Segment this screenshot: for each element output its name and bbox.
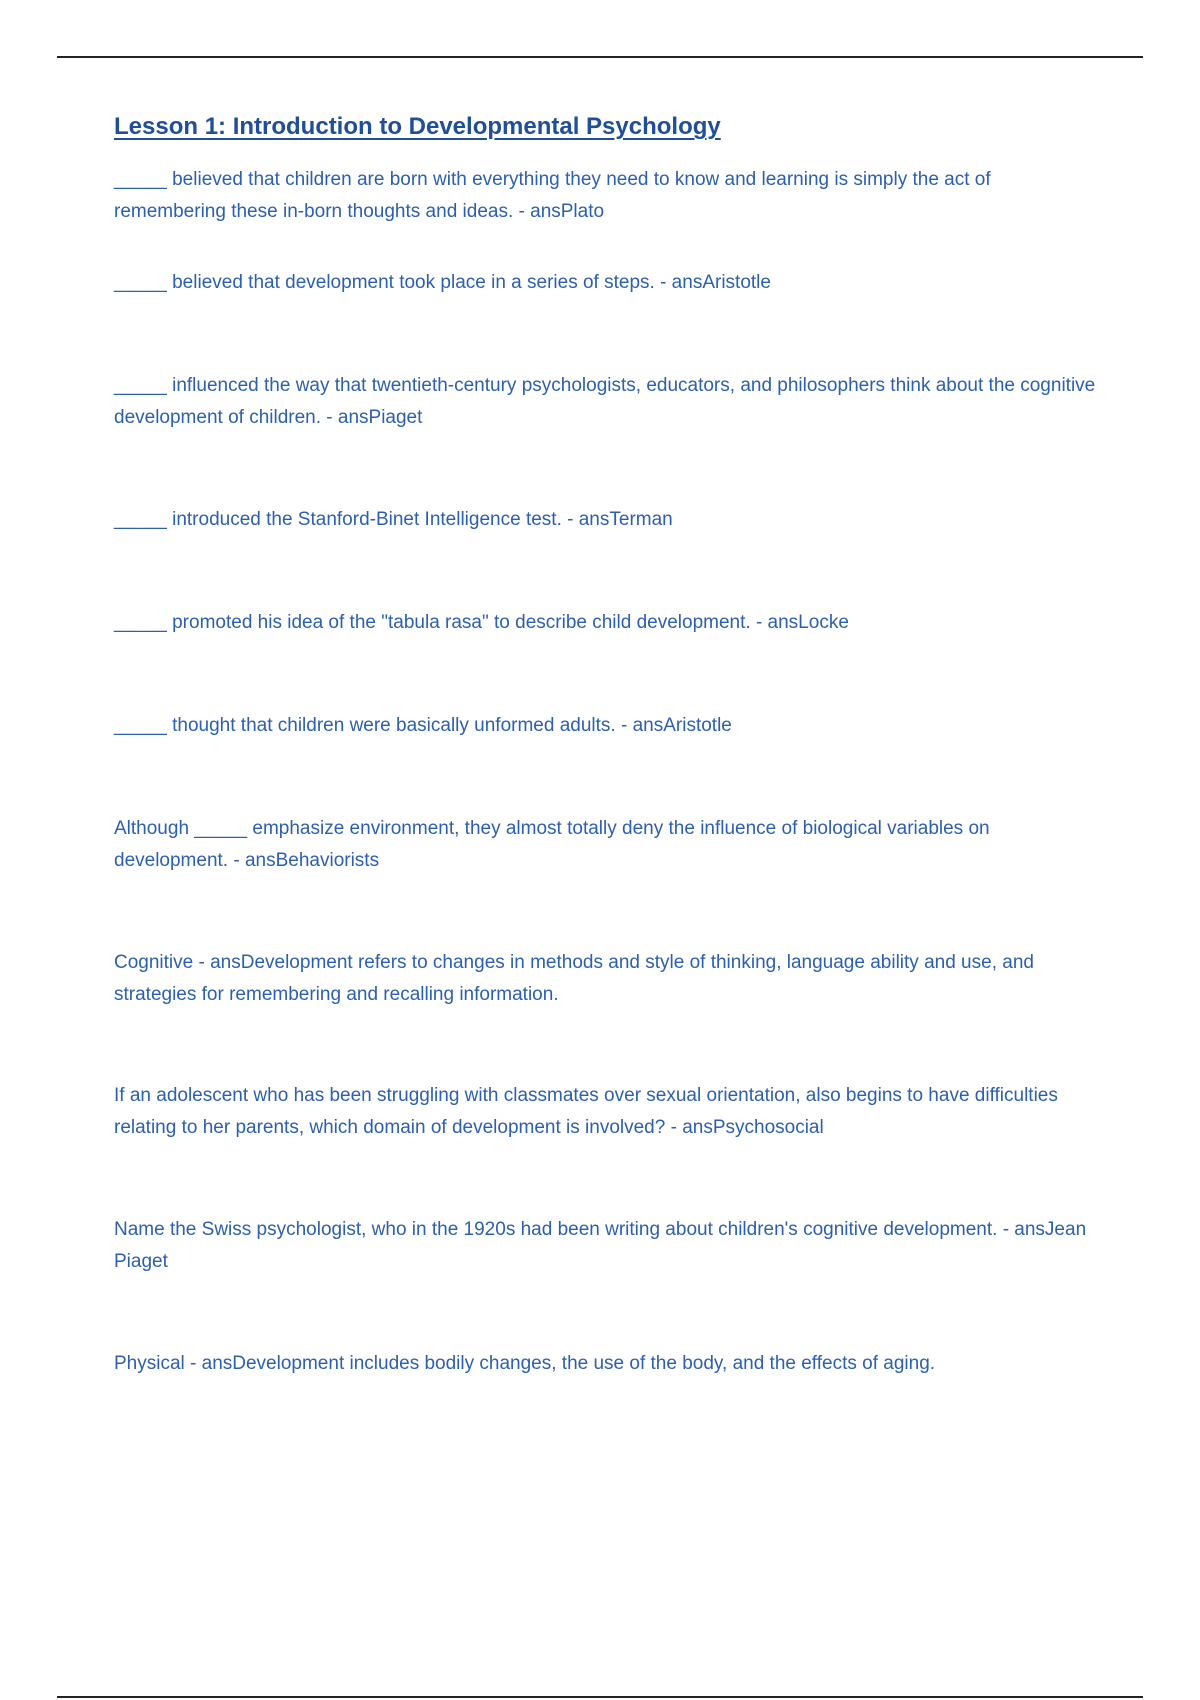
qa-item: _____ thought that children were basically unformed adults. - ansAristotle (114, 715, 732, 736)
qa-item: _____ introduced the Stanford-Binet Intelligence test. - ansTerman (114, 509, 673, 530)
qa-item: _____ believed that development took place in a series of steps. - ansAristotle (114, 272, 771, 293)
qa-item: Name the Swiss psychologist, who in the 1920s had been writing about children's cognitive development. - ansJean Piaget (114, 1219, 1087, 1272)
qa-item: Physical - ansDevelopment includes bodily changes, the use of the body, and the effects of aging. (114, 1353, 936, 1374)
qa-item: Although _____ emphasize environment, they almost totally deny the influence of biological variables on development. - ansBehaviorists (114, 818, 990, 871)
qa-item: If an adolescent who has been struggling with classmates over sexual orientation, also begins to have difficulties relating to her parents, which domain of development is involved? - ansPsychosocial (114, 1085, 1058, 1138)
footer-rule (57, 1696, 1143, 1698)
qa-item: _____ influenced the way that twentieth-century psychologists, educators, and philosophers think about the cognitive development of children. - ansPiaget (114, 375, 1096, 428)
qa-item: Cognitive - ansDevelopment refers to changes in methods and style of thinking, language ability and use, and strategies for remembering and recalling information. (114, 952, 1034, 1005)
document-body (114, 112, 1104, 1388)
header-rule (57, 56, 1143, 58)
qa-item: _____ believed that children are born with everything they need to know and learning is simply the act of remembering these in-born thoughts and ideas. - ansPlato (114, 169, 991, 222)
page-title: Lesson 1: Introduction to Developmental Psychology (114, 113, 721, 140)
qa-item: _____ promoted his idea of the "tabula rasa" to describe child development. - ansLocke (114, 612, 849, 633)
